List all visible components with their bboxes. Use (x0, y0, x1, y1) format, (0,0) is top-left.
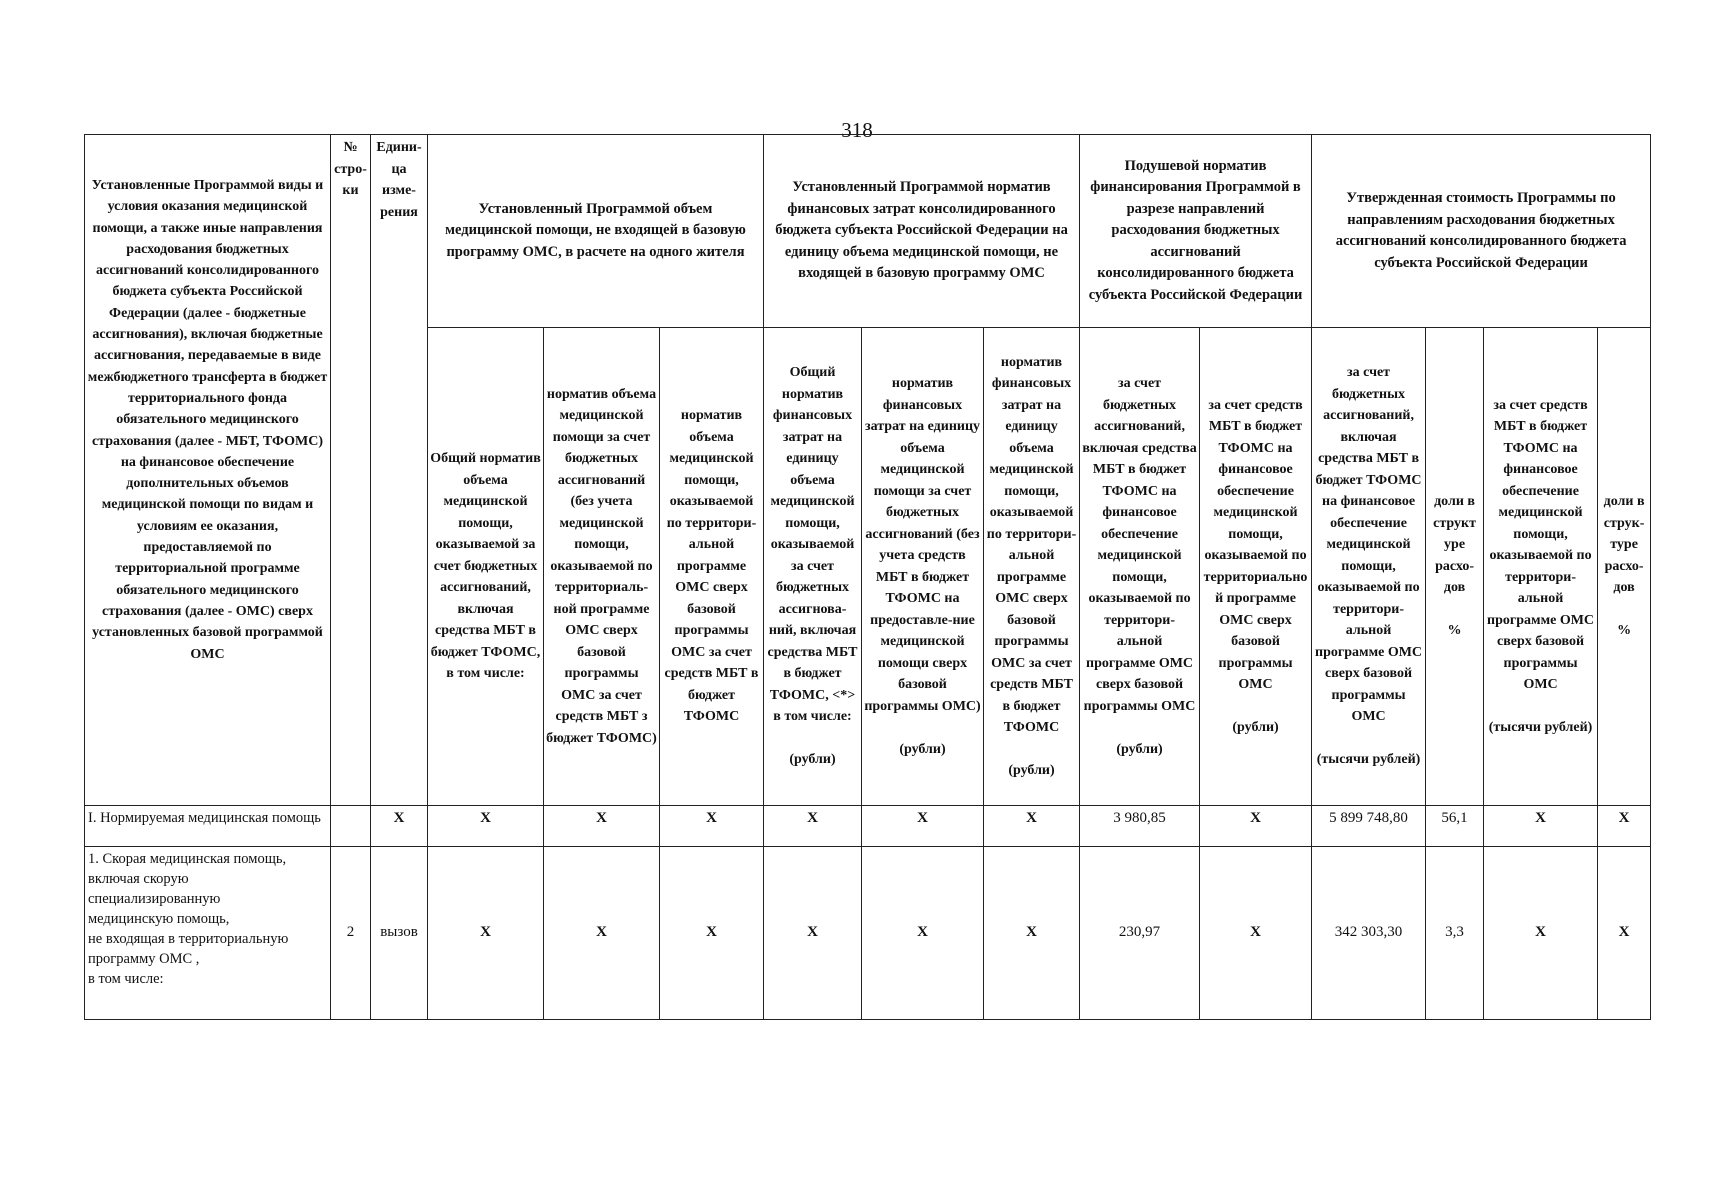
row-name: 1. Скорая медицинская помощь, включая скорую специализированную медицинскую помощь, не входящая в территориальную программу ОМС , в том числе: (85, 847, 331, 1020)
cell: X (544, 806, 660, 847)
header-group-approved-cost: Утвержденная стоимость Программы по направлениям расходования бюджетных ассигнований консолидированного бюджета субъекта Российской Федерации (1312, 135, 1651, 328)
header-col-11: за счет средств МБТ в бюджет ТФОМС на финансовое обеспечение медицинской помощи, оказываемой по территори-альной программе ОМС сверх базовой программы ОМС (тысячи рублей) (1484, 328, 1598, 806)
header-unit: Едини-ца изме-рения (371, 135, 428, 806)
header-col-2: норматив объема медицинской помощи за счет бюджетных ассигнований (без учета медицинской помощи, оказываемой по территориаль-ной программе ОМС сверх базовой программы ОМС за счет средств МБТ з бюджет ТФОМС) (544, 328, 660, 806)
cell: X (984, 806, 1080, 847)
cell: X (660, 806, 764, 847)
header-col-12: доли в струк-туре расхо-дов % (1598, 328, 1651, 806)
header-col-5: норматив финансовых затрат на единицу объема медицинской помощи за счет бюджетных ассигнований (без учета средств МБТ в бюджет ТФОМС на предоставле-ние медицинской помощи сверх базовой программы ОМС) (рубли) (862, 328, 984, 806)
table-row (85, 806, 1651, 847)
header-col-8: за счет средств МБТ в бюджет ТФОМС на финансовое обеспечение медицинской помощи, оказываемой по территориальной программе ОМС сверх базовой программы ОМС (рубли) (1200, 328, 1312, 806)
cell: X (862, 806, 984, 847)
cell: X (764, 847, 862, 1020)
cell: X (1598, 806, 1651, 847)
header-group-per-capita: Подушевой норматив финансирования Программой в разрезе направлений расходования бюджетных ассигнований консолидированного бюджета субъекта Российской Федерации (1080, 135, 1312, 328)
cell: X (1484, 806, 1598, 847)
cell: X (862, 847, 984, 1020)
cell: X (764, 806, 862, 847)
table-row (85, 847, 1651, 1020)
header-col-1: Общий норматив объема медицинской помощи, оказываемой за счет бюджетных ассигнований, включая средства МБТ в бюджет ТФОМС, в том числе: (428, 328, 544, 806)
header-col-9: за счет бюджетных ассигнований, включая средства МБТ в бюджет ТФОМС на финансовое обеспечение медицинской помощи, оказываемой по территори-альной программе ОМС сверх базовой программы ОМС (тысячи рублей) (1312, 328, 1426, 806)
header-line-number: № стро-ки (331, 135, 371, 806)
cell: X (544, 847, 660, 1020)
cell: X (1200, 847, 1312, 1020)
header-col-7: за счет бюджетных ассигнований, включая средства МБТ в бюджет ТФОМС на финансовое обеспечение медицинской помощи, оказываемой по территори-альной программе ОМС сверх базовой программы ОМС (рубли) (1080, 328, 1200, 806)
row-line: 2 (331, 847, 371, 1020)
row-line (331, 806, 371, 847)
cell: X (428, 806, 544, 847)
cell: 5 899 748,80 (1312, 806, 1426, 847)
row-unit: вызов (371, 847, 428, 1020)
header-col-6: норматив финансовых затрат на единицу объема медицинской помощи, оказываемой по территори-альной программе ОМС сверх базовой программы ОМС за счет средств МБТ в бюджет ТФОМС (рубли) (984, 328, 1080, 806)
header-group-cost-norm: Установленный Программой норматив финансовых затрат консолидированного бюджета субъекта Российской Федерации на единицу объема медицинской помощи, не входящей в базовую программу ОМС (764, 135, 1080, 328)
header-row-name: Установленные Программой виды и условия оказания медицинской помощи, а также иные направления расходования бюджетных ассигнований консолидированного бюджета субъекта Российской Федерации (далее - бюджетные ассигнования), включая бюджетные ассигнования, передаваемые в виде межбюджетного трансферта в бюджет территориального фонда обязательного медицинского страхования (далее - МБТ, ТФОМС) на финансовое обеспечение дополнительных объемов медицинской помощи по видам и условиям ее оказания, предоставляемой по территориальной программе обязательного медицинского страхования (далее - ОМС) сверх установленных базовой программой ОМС (85, 135, 331, 806)
cell: 230,97 (1080, 847, 1200, 1020)
cell: X (984, 847, 1080, 1020)
cell: X (1598, 847, 1651, 1020)
header-col-3: норматив объема медицинской помощи, оказываемой по территори-альной программе ОМС сверх базовой программы ОМС за счет средств МБТ в бюджет ТФОМС (660, 328, 764, 806)
cell: X (428, 847, 544, 1020)
cell: X (660, 847, 764, 1020)
header-group-volume: Установленный Программой объем медицинской помощи, не входящей в базовую программу ОМС, в расчете на одного жителя (428, 135, 764, 328)
program-cost-table (84, 134, 1651, 1020)
cell: X (1484, 847, 1598, 1020)
header-col-10: доли в структ уре расхо-дов % (1426, 328, 1484, 806)
row-name: I. Нормируемая медицинская помощь (85, 806, 331, 847)
cell: 342 303,30 (1312, 847, 1426, 1020)
cell: 56,1 (1426, 806, 1484, 847)
page-number: 318 (841, 118, 873, 142)
cell: 3 980,85 (1080, 806, 1200, 847)
row-unit: X (371, 806, 428, 847)
header-col-4: Общий норматив финансовых затрат на единицу объема медицинской помощи, оказываемой за счет бюджетных ассигнова-ний, включая средства МБТ в бюджет ТФОМС, <*> в том числе: (рубли) (764, 328, 862, 806)
cell: 3,3 (1426, 847, 1484, 1020)
cell: X (1200, 806, 1312, 847)
